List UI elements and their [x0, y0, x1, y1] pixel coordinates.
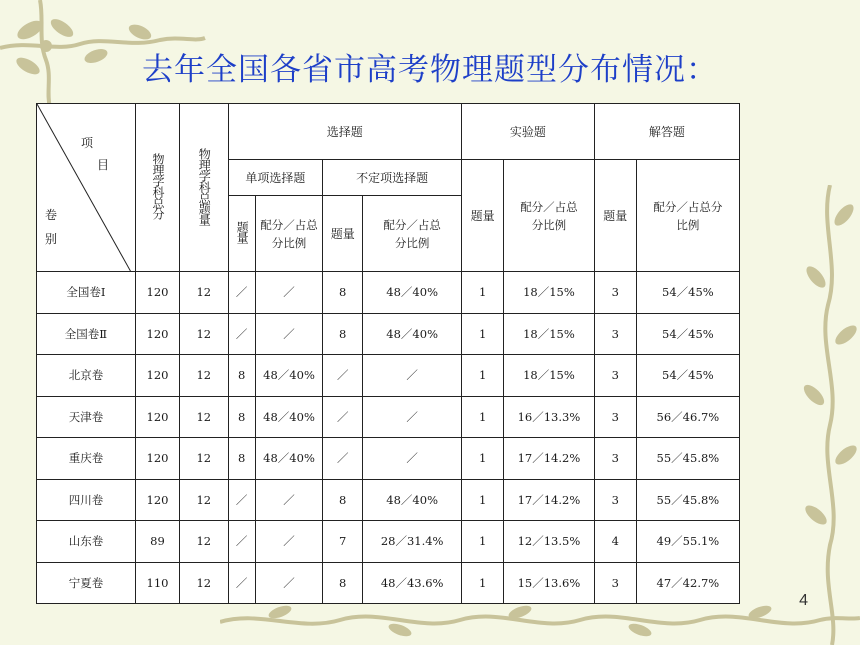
- cell-m-n: 8: [323, 313, 363, 355]
- cell-count: 12: [180, 521, 228, 563]
- table-row: [37, 355, 740, 397]
- cell-s-n: ／: [228, 272, 255, 314]
- slide-title: 去年全国各省市高考物理题型分布情况：: [142, 52, 718, 88]
- corner-label-item: 项: [81, 136, 94, 150]
- vine-decoration-right-icon: [790, 185, 860, 645]
- cell-s-r: ／: [255, 479, 322, 521]
- cell-a-r: 49／55.1%: [636, 521, 739, 563]
- cell-e-n: 1: [462, 355, 504, 397]
- cell-name: 天津卷: [37, 396, 136, 438]
- header-single-ratio: 配分／占总 分比例: [255, 196, 322, 272]
- header-answer-count: 题量: [594, 160, 636, 272]
- cell-s-n: ／: [228, 313, 255, 355]
- cell-s-r: 48／40%: [255, 355, 322, 397]
- cell-total: 120: [135, 355, 179, 397]
- cell-a-r: 56／46.7%: [636, 396, 739, 438]
- cell-name: 山东卷: [37, 521, 136, 563]
- cell-s-r: 48／40%: [255, 438, 322, 480]
- cell-e-n: 1: [462, 272, 504, 314]
- cell-total: 120: [135, 479, 179, 521]
- header-multi-choice: 不定项选择题: [323, 160, 462, 196]
- table-corner-header: [37, 104, 136, 272]
- cell-count: 12: [180, 355, 228, 397]
- page-number: 4: [799, 592, 808, 609]
- cell-name: 全国卷Ⅰ: [37, 272, 136, 314]
- cell-a-n: 3: [594, 396, 636, 438]
- cell-e-n: 1: [462, 562, 504, 604]
- cell-s-r: ／: [255, 521, 322, 563]
- cell-count: 12: [180, 396, 228, 438]
- cell-s-n: 8: [228, 396, 255, 438]
- cell-m-n: 8: [323, 272, 363, 314]
- header-single-count: 题量: [228, 196, 255, 272]
- header-total-questions: 物理学科总题量: [180, 104, 228, 272]
- cell-m-r: 48／40%: [363, 272, 462, 314]
- cell-count: 12: [180, 313, 228, 355]
- cell-a-r: 54／45%: [636, 355, 739, 397]
- cell-a-n: 3: [594, 562, 636, 604]
- cell-m-n: 8: [323, 479, 363, 521]
- header-single-choice: 单项选择题: [228, 160, 323, 196]
- cell-e-n: 1: [462, 479, 504, 521]
- cell-e-n: 1: [462, 313, 504, 355]
- cell-a-r: 47／42.7%: [636, 562, 739, 604]
- header-experiment: 实验题: [462, 104, 595, 160]
- corner-label-mu: 目: [97, 158, 110, 172]
- cell-total: 120: [135, 313, 179, 355]
- cell-m-n: 7: [323, 521, 363, 563]
- table-row: [37, 313, 740, 355]
- cell-e-r: 17／14.2%: [504, 479, 595, 521]
- cell-e-r: 12／13.5%: [504, 521, 595, 563]
- cell-e-n: 1: [462, 438, 504, 480]
- cell-s-r: 48／40%: [255, 396, 322, 438]
- cell-m-n: ／: [323, 355, 363, 397]
- table-row: [37, 438, 740, 480]
- cell-total: 110: [135, 562, 179, 604]
- cell-a-n: 3: [594, 313, 636, 355]
- cell-count: 12: [180, 272, 228, 314]
- cell-count: 12: [180, 479, 228, 521]
- table-row: [37, 521, 740, 563]
- cell-total: 120: [135, 396, 179, 438]
- header-total-score: 物理学科总分: [135, 104, 179, 272]
- cell-e-r: 18／15%: [504, 313, 595, 355]
- cell-m-r: 48／40%: [363, 313, 462, 355]
- cell-name: 宁夏卷: [37, 562, 136, 604]
- cell-a-r: 55／45.8%: [636, 479, 739, 521]
- cell-name: 四川卷: [37, 479, 136, 521]
- cell-total: 89: [135, 521, 179, 563]
- cell-a-n: 3: [594, 479, 636, 521]
- cell-e-r: 18／15%: [504, 272, 595, 314]
- cell-s-n: ／: [228, 562, 255, 604]
- cell-e-n: 1: [462, 521, 504, 563]
- cell-total: 120: [135, 438, 179, 480]
- cell-e-r: 17／14.2%: [504, 438, 595, 480]
- header-answer: 解答题: [594, 104, 739, 160]
- cell-e-r: 18／15%: [504, 355, 595, 397]
- cell-m-r: ／: [363, 355, 462, 397]
- cell-m-n: ／: [323, 438, 363, 480]
- header-multi-ratio: 配分／占总 分比例: [363, 196, 462, 272]
- cell-a-r: 54／45%: [636, 313, 739, 355]
- cell-s-n: ／: [228, 479, 255, 521]
- corner-label-juan: 卷: [45, 208, 58, 222]
- table-body: [37, 272, 740, 604]
- cell-m-r: 28／31.4%: [363, 521, 462, 563]
- cell-count: 12: [180, 438, 228, 480]
- header-answer-ratio: 配分／占总分 比例: [636, 160, 739, 272]
- cell-a-n: 3: [594, 272, 636, 314]
- cell-e-r: 16／13.3%: [504, 396, 595, 438]
- cell-s-n: 8: [228, 355, 255, 397]
- cell-s-r: ／: [255, 562, 322, 604]
- vine-decoration-bottom-icon: [220, 600, 860, 645]
- cell-total: 120: [135, 272, 179, 314]
- cell-name: 重庆卷: [37, 438, 136, 480]
- cell-s-r: ／: [255, 272, 322, 314]
- cell-s-n: 8: [228, 438, 255, 480]
- table-row: [37, 396, 740, 438]
- cell-a-n: 3: [594, 355, 636, 397]
- cell-s-n: ／: [228, 521, 255, 563]
- cell-s-r: ／: [255, 313, 322, 355]
- header-experiment-ratio: 配分／占总 分比例: [504, 160, 595, 272]
- cell-m-r: ／: [363, 438, 462, 480]
- cell-m-n: 8: [323, 562, 363, 604]
- cell-name: 北京卷: [37, 355, 136, 397]
- cell-count: 12: [180, 562, 228, 604]
- table-row: [37, 272, 740, 314]
- cell-a-r: 54／45%: [636, 272, 739, 314]
- corner-label-bie: 别: [45, 232, 58, 246]
- cell-name: 全国卷Ⅱ: [37, 313, 136, 355]
- cell-m-r: ／: [363, 396, 462, 438]
- cell-m-n: ／: [323, 396, 363, 438]
- table-row: [37, 479, 740, 521]
- exam-distribution-table: [36, 103, 740, 603]
- table: [36, 103, 740, 604]
- cell-a-r: 55／45.8%: [636, 438, 739, 480]
- cell-e-n: 1: [462, 396, 504, 438]
- cell-a-n: 4: [594, 521, 636, 563]
- header-multi-count: 题量: [323, 196, 363, 272]
- header-experiment-count: 题量: [462, 160, 504, 272]
- cell-m-r: 48／43.6%: [363, 562, 462, 604]
- header-choice: 选择题: [228, 104, 462, 160]
- cell-m-r: 48／40%: [363, 479, 462, 521]
- table-row: [37, 562, 740, 604]
- cell-a-n: 3: [594, 438, 636, 480]
- cell-e-r: 15／13.6%: [504, 562, 595, 604]
